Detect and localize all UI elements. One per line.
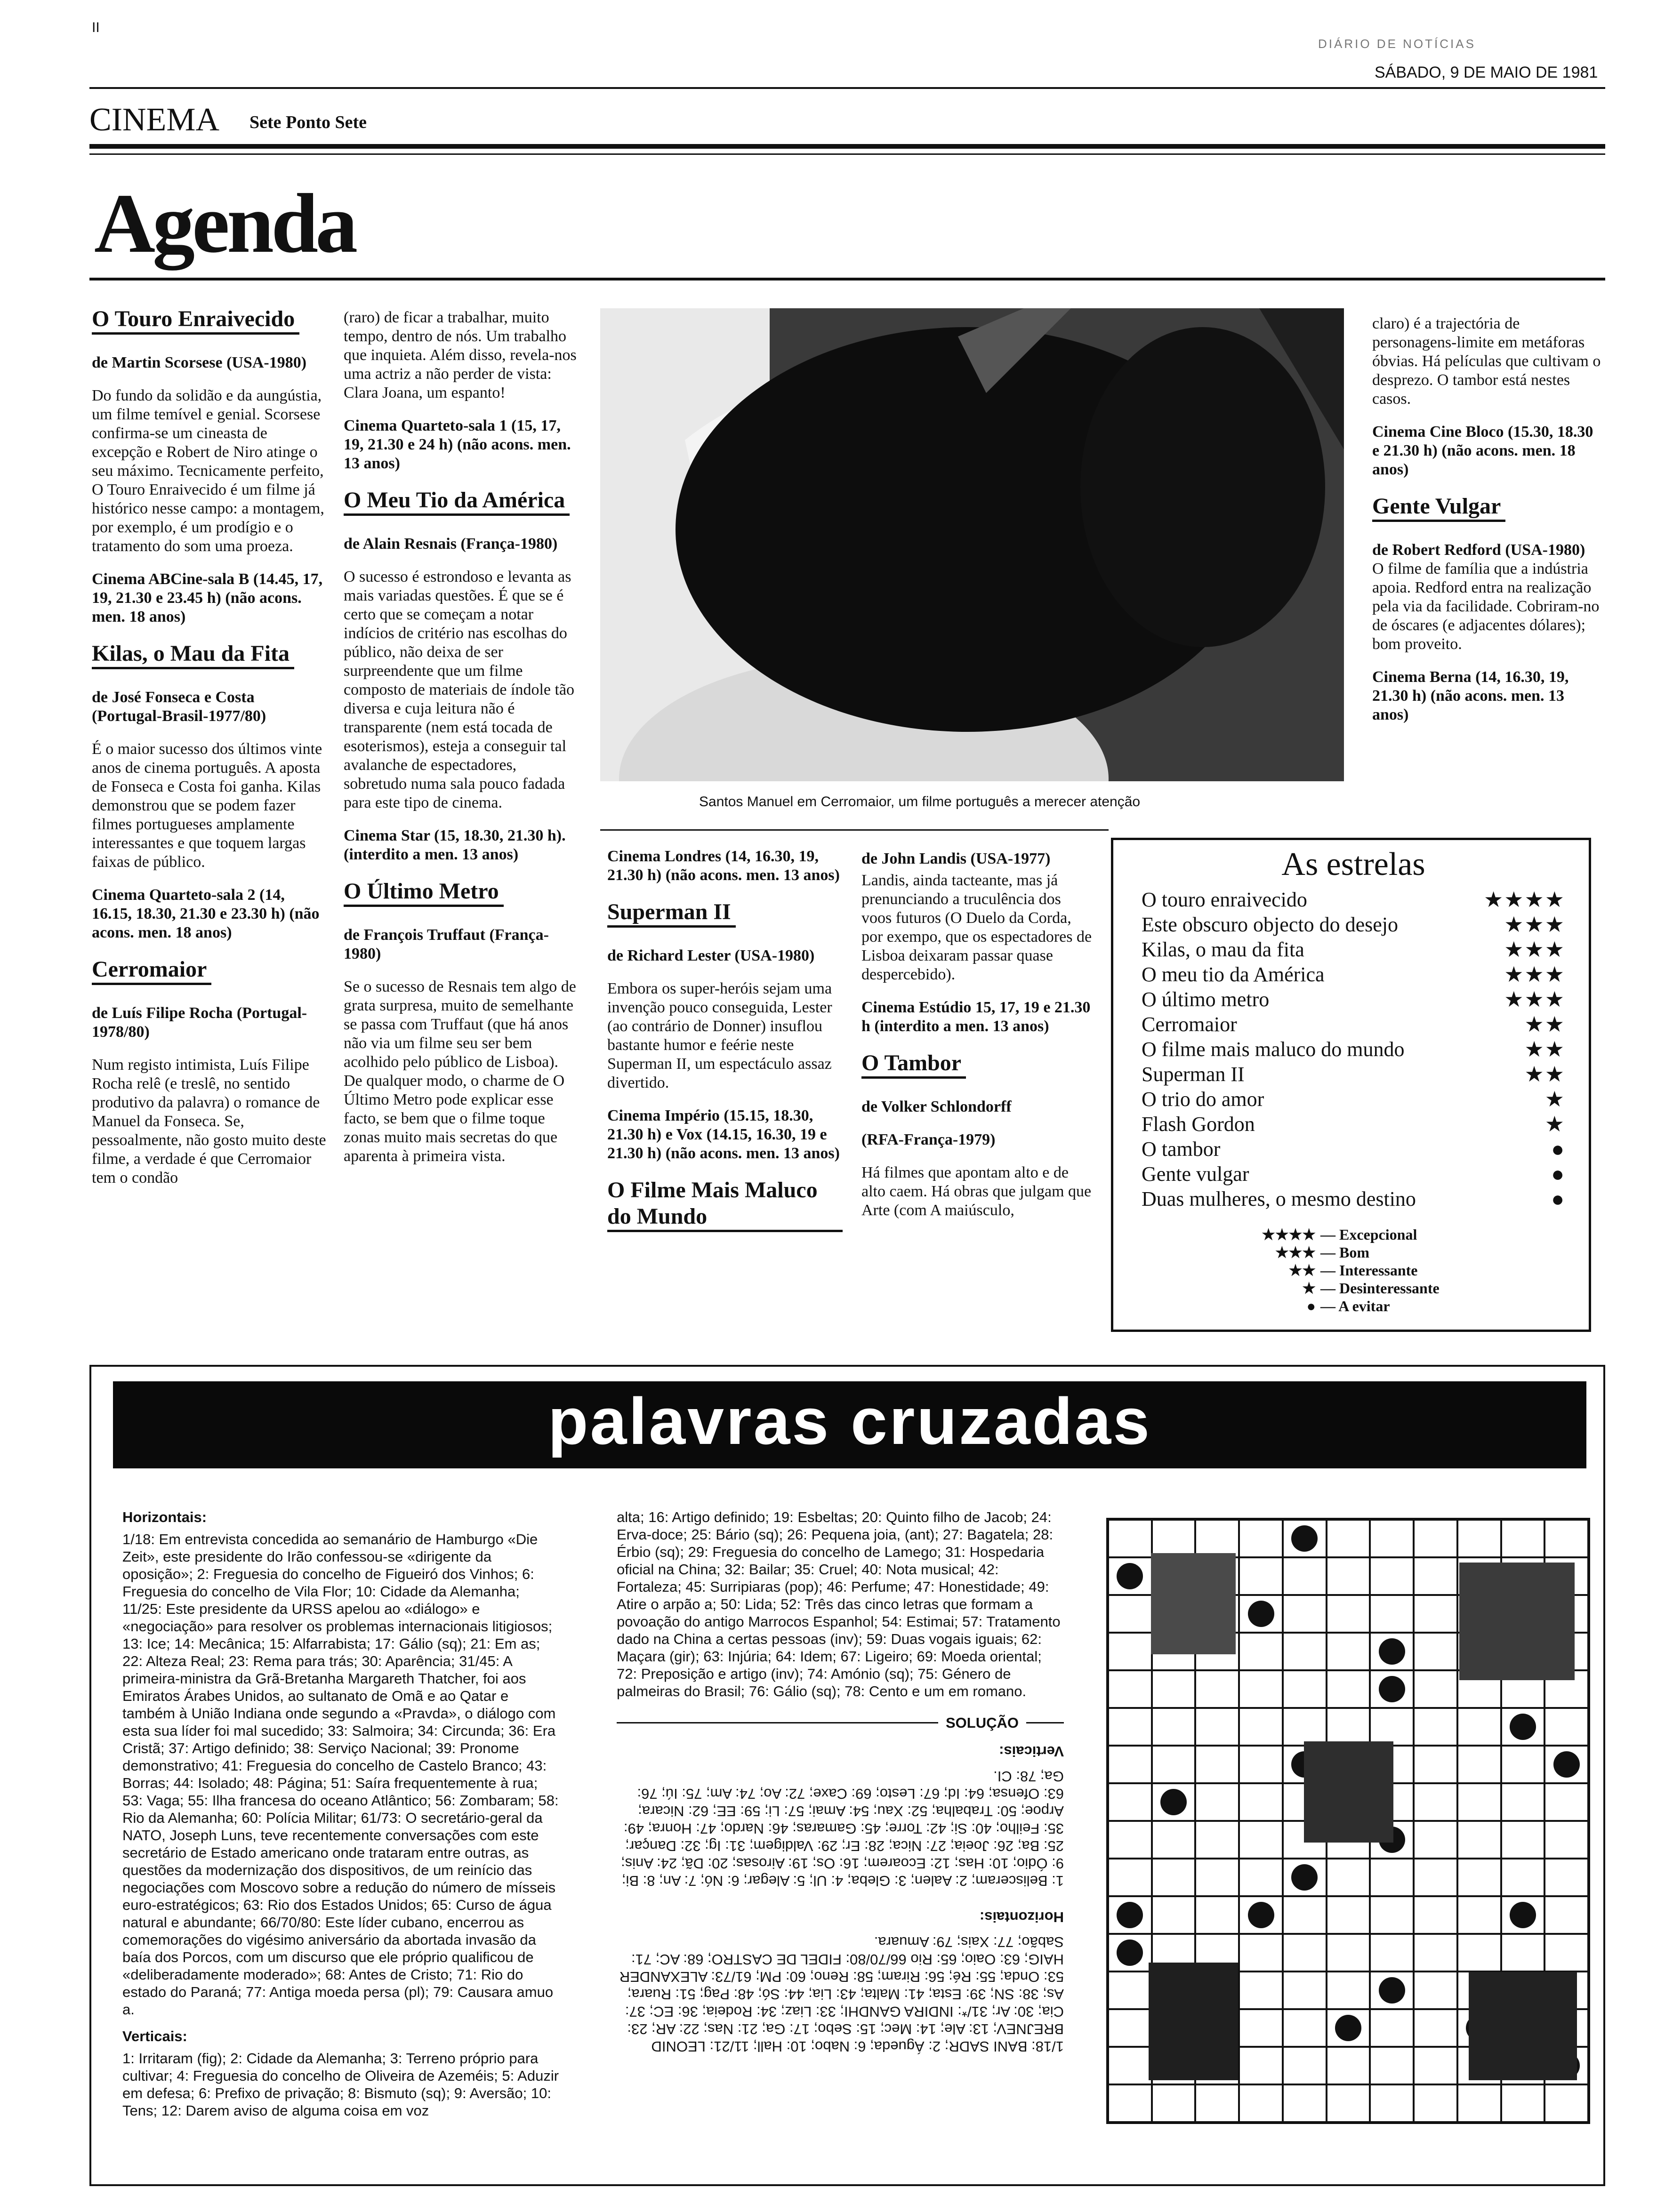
crossword-cell [1195,1896,1239,1934]
heading-ultimo-metro: O Último Metro [344,878,504,907]
crossword-cell [1239,2084,1283,2122]
crossword-black-dot [1335,2015,1361,2041]
estrelas-film: Cerromaior [1142,1013,1237,1036]
estrelas-film: O touro enraivecido [1142,888,1307,911]
estrelas-rating: ★★★ [1504,913,1565,937]
crossword-cell [1327,1972,1370,2009]
agenda-column-1 [92,306,327,1202]
clues-column-2 [617,1508,1064,2055]
estrelas-rating: ● [1551,1137,1565,1161]
crossword-black-dot [1248,1902,1274,1928]
estrelas-legend [1250,1226,1565,1315]
crossword-cell [1544,2084,1588,2122]
venue-imperio-vox: Cinema Império (15.15, 18.30, 21.30 h) e Vox (14.15, 16.30, 19 e 21.30 h) (não acons. men. 13 anos) [607,1107,840,1162]
heading-tambor: O Tambor [861,1050,966,1079]
crossword-cell [1108,2084,1152,2122]
heading-kilas: Kilas, o Mau da Fita [92,641,294,669]
credit-landis: de John Landis (USA-1977) [861,850,1051,867]
crossword-cell [1370,1708,1414,1746]
crossword-cell [1108,1670,1152,1708]
crossword-cell [1544,1896,1588,1934]
venue-star: Cinema Star (15, 18.30, 21.30 h). (interdito a men. 13 anos) [344,827,566,863]
review-filme-mais-maluco: Landis, ainda tacteante, mas já prenunciando a truculência dos voos futuros (O Duelo da Corda, por exempo, que os espectadores de Lisboa deixaram passar quase despercebido). [861,872,1092,983]
solucao-horizontais-label: Horizontais: [979,1909,1064,1925]
crossword-cell [1239,1595,1283,1633]
crossword-cell [1239,2047,1283,2084]
crossword-cell [1108,1859,1152,1896]
crossword-cell [1327,1633,1370,1670]
credit-fonseca: de José Fonseca e Costa (Portugal-Brasil-1977/80) [92,689,266,725]
header-rule-top [89,87,1605,89]
supplement-name: Sete Ponto Sete [249,112,367,132]
crossword-cell [1239,1972,1283,2009]
crossword-cell [1195,1520,1239,1557]
crossword-cell [1544,1934,1588,1972]
legend-symbol: ★★★★ [1262,1226,1316,1243]
photo-caption: Santos Manuel em Cerromaior, um filme português a merecer atenção [699,794,1141,809]
review-superman: Embora os super-heróis sejam uma invenção pouco conseguida, Lester (ao contrário de Donner) insuflou bastante humor e feérie neste Superman II, um espectáculo assaz divertido. [607,980,832,1091]
grid-photo-1 [1151,1553,1236,1654]
crossword-cell [1283,2084,1327,2122]
estrelas-film: Flash Gordon [1142,1113,1255,1136]
header-rule-thick [89,144,1605,149]
estrelas-row [1142,1186,1565,1211]
venue-cine-bloco: Cinema Cine Bloco (15.30, 18.30 e 21.30 h) (não acons. men. 18 anos) [1372,423,1593,478]
crossword-cell [1108,1821,1152,1859]
crossword-cell [1283,1595,1327,1633]
crossword-cell [1414,1670,1457,1708]
crossword-black-dot [1291,1864,1318,1891]
venue-abcine: Cinema ABCine-sala B (14.45, 17, 19, 21.30 e 23.45 h) (não acons. men. 18 anos) [92,570,323,625]
estrelas-film: Superman II [1142,1063,1245,1086]
estrelas-film: O trio do amor [1142,1088,1264,1111]
crossword-cell [1457,1896,1501,1934]
credit-lester: de Richard Lester (USA-1980) [607,947,815,964]
section-title: CINEMA [89,102,220,138]
crossword-cell [1370,1595,1414,1633]
crossword-cell [1414,1708,1457,1746]
masthead-faint: DIÁRIO DE NOTÍCIAS [1318,37,1476,51]
legend-row [1250,1297,1565,1315]
crossword-cell [1544,1783,1588,1821]
crossword-cell [1239,1633,1283,1670]
crossword-cell [1195,1708,1239,1746]
legend-symbol: ★★★ [1275,1244,1316,1261]
crossword-cell [1152,1783,1196,1821]
crossword-cell [1414,1746,1457,1783]
estrelas-list [1142,887,1565,1211]
estrelas-row [1142,962,1565,987]
crossword-cell [1414,1821,1457,1859]
crossword-black-dot [1510,1902,1536,1928]
crossword-cell [1108,1520,1152,1557]
solucao-verticais: 1: Belisceram; 2: Aalen; 3: Gleba; 4: Ul; 5: Alegar; 6: Nó; 7: An; 8: Bi; 9: Ódio; 10: Has; 12: Ecoarem; 16: Os; 19: Airosas; 20: Dã; 24: Anis; 25: Ba; 26: Joeia; 27: Nica; 28: Er; 29: Valdigem; 31: Ig; 32: Dançar; 35: Feilho; 40: Si; 42: Torre; 45: Gamaras; 46: Nardo; 47: Honra; 49: Arpoe; 50: Trabalha; 52: Xau; 54: Amai; 57: Li; 59: EE; 62: Nicara; 63: Ofensa; 64: Id; 67: Lesto; 69: Caxe; 72: Ao; 74: Am; 75: Iú; 76: Ga; 78: CI. [621,1768,1064,1889]
crossword-cell [1108,1972,1152,2009]
crossword-cell [1195,1821,1239,1859]
crossword-cell [1414,1859,1457,1896]
crossword-cell [1501,1746,1545,1783]
crossword-black-dot [1379,1638,1405,1665]
crossword-cell [1239,1708,1283,1746]
venue-quarteto-1: Cinema Quarteto-sala 1 (15, 17, 19, 21.30 e 24 h) (não acons. men. 13 anos) [344,417,571,472]
crossword-cell [1544,1859,1588,1896]
estrelas-film: Gente vulgar [1142,1162,1249,1186]
crossword-cell [1108,1896,1152,1934]
heading-touro-enraivecido: O Touro Enraivecido [92,306,299,335]
crossword-cell [1414,1557,1457,1595]
agenda-rule [89,278,1605,281]
crossword-cell [1195,2084,1239,2122]
venue-quarteto-2: Cinema Quarteto-sala 2 (14, 16.15, 18.30, 21.30 e 23.30 h) (não acons. men. 18 anos) [92,886,320,941]
crossword-cell [1152,1859,1196,1896]
estrelas-row [1142,1162,1565,1186]
venue-berna: Cinema Berna (14, 16.30, 19, 21.30 h) (não acons. men. 13 anos) [1372,668,1569,723]
crossword-black-dot [1379,1676,1405,1702]
review-tambor: Há filmes que apontam alto e de alto caem. Há obras que julgam que Arte (com A maiúsculo, [861,1164,1092,1219]
estrelas-row [1142,1012,1565,1037]
crossword-cell [1457,1520,1501,1557]
photo-caption-rule [600,829,1109,831]
review-kilas: É o maior sucesso dos últimos vinte anos de cinema português. A aposta de Fonseca e Costa foi ganha. Kilas demonstrou que se podem fazer filmes portugueses amplamente interessantes e que toquem largas faixas de público. [92,740,322,871]
crossword-cell [1108,1934,1152,1972]
crossword-cell [1239,1746,1283,1783]
estrelas-row [1142,912,1565,937]
crossword-cell [1370,1557,1414,1595]
estrelas-film: O último metro [1142,988,1270,1011]
crossword-cell [1195,1746,1239,1783]
credit-redford: de Robert Redford (USA-1980) [1372,541,1585,559]
photo-cerromaior [600,308,1344,781]
review-cerromaior: Num registo intimista, Luís Filipe Rocha relê (e treslê, no sentido produtivo da palavra) o romance de Manuel da Fonseca. Se, pessoalmente, não gosto muito deste filme, a verdade é que Cerromaior tem o condão [92,1056,326,1186]
crossword-cell [1108,1557,1152,1595]
venue-estudio: Cinema Estúdio 15, 17, 19 e 21.30 h (interdito a men. 13 anos) [861,999,1091,1035]
header-rule-thin [89,153,1605,155]
crossword-cell [1457,1708,1501,1746]
crossword-cell [1327,1708,1370,1746]
crossword-cell [1370,1972,1414,2009]
crossword-cell [1370,1859,1414,1896]
crossword-cell [1501,2084,1545,2122]
crossword-cell [1457,1821,1501,1859]
crossword-cell [1370,1520,1414,1557]
crossword-cell [1239,2009,1283,2047]
crossword-cell [1152,1708,1196,1746]
crossword-cell [1327,2009,1370,2047]
legend-label: — Excepcional [1320,1226,1417,1243]
crossword-cell [1501,1859,1545,1896]
crossword-cell [1108,1746,1152,1783]
crossword-cell [1501,1896,1545,1934]
crossword-cell [1501,1934,1545,1972]
credit-resnais: de Alain Resnais (França-1980) [344,535,558,553]
verticais-clues: 1: Irritaram (fig); 2: Cidade da Alemanha; 3: Terreno próprio para cultivar; 4: Freguesia do concelho de Oliveira de Azeméis; 5: Aduzir em defesa; 6: Prefixo de privação; 8: Bismuto (sq); 9: Aversão; 10: Tens; 12: Darem aviso de alguma coisa em voz [122,2050,559,2119]
legend-row [1250,1226,1565,1243]
crossword-cell [1457,1859,1501,1896]
crossword-cell [1414,2084,1457,2122]
crossword-cell [1501,1708,1545,1746]
review-ultimo-metro: Se o sucesso de Resnais tem algo de grata surpresa, muito de semelhante se passa com Truffaut (que há anos não via um filme seu ser bem acolhido pelo público de Lisboa). De qualquer modo, o charme de O Último Metro pode explicar esse facto, se bem que o filme toque zonas muito mais secretas do que aparenta à primeira vista. [344,978,576,1165]
legend-symbol: ★★ [1288,1262,1316,1279]
crossword-cell [1283,1520,1327,1557]
crossword-cell [1239,1934,1283,1972]
estrelas-row [1142,1137,1565,1162]
crossword-cell [1414,1595,1457,1633]
crossword-cell [1239,1896,1283,1934]
crossword-black-dot [1117,1563,1143,1589]
legend-label: — A evitar [1320,1298,1390,1314]
solucao-heading [617,1714,1064,1731]
crossword-cell [1501,1783,1545,1821]
agenda-column-2 [344,308,579,1180]
crossword-cell [1370,1934,1414,1972]
crossword-black-dot [1553,1751,1580,1778]
review-cerromaior-cont: (raro) de ficar a trabalhar, muito tempo, dentro de nós. Um trabalho que inquieta. Além disso, revela-nos uma actriz a não perder de vista: Clara Joana, um espanto! [344,309,577,401]
venue-londres: Cinema Londres (14, 16.30, 19, 21.30 h) (não acons. men. 13 anos) [607,848,840,884]
legend-symbol: ● [1306,1298,1316,1314]
crossword-cell [1283,1708,1327,1746]
crossword-cell [1108,1783,1152,1821]
crossword-cell [1501,1520,1545,1557]
credit-schlondorff: de Volker Schlondorff [861,1098,1012,1115]
page-date: SÁBADO, 9 DE MAIO DE 1981 [1375,64,1598,81]
crossword-cell [1414,2047,1457,2084]
estrelas-rating: ★★★ [1504,962,1565,986]
legend-label: — Bom [1320,1244,1369,1261]
solucao-upside-down [617,1743,1064,2055]
crossword-cell [1152,2084,1196,2122]
crossword-cell [1108,1708,1152,1746]
crossword-cell [1152,1746,1196,1783]
heading-cerromaior: Cerromaior [92,956,211,985]
estrelas-row [1142,887,1565,912]
crossword-black-dot [1379,1977,1405,2004]
heading-filme-mais-maluco: O Filme Mais Maluco do Mundo [607,1177,843,1232]
crossword-cell [1239,1520,1283,1557]
estrelas-row [1142,937,1565,962]
heading-superman: Superman II [607,899,736,928]
crossword-cell [1283,2009,1327,2047]
crossword-cell [1544,1708,1588,1746]
crossword-cell [1544,1520,1588,1557]
crossword-cell [1195,1859,1239,1896]
crossword-cell [1283,2047,1327,2084]
crossword-cell [1370,2047,1414,2084]
crossword-title: palavras cruzadas [547,1384,1152,1458]
crossword-cell [1283,1557,1327,1595]
estrelas-film: Este obscuro objecto do desejo [1142,913,1398,936]
agenda-column-5 [1372,314,1603,738]
crossword-black-dot [1291,1525,1318,1552]
crossword-cell [1414,1783,1457,1821]
estrelas-rating: ★★ [1524,1037,1565,1061]
estrelas-rating: ● [1551,1162,1565,1186]
crossword-cell [1239,1821,1283,1859]
legend-label: — Interessante [1320,1262,1418,1279]
estrelas-rating: ★ [1544,1087,1565,1111]
crossword-cell [1152,1670,1196,1708]
agenda-column-3 [607,847,843,1232]
crossword-cell [1327,1934,1370,1972]
agenda-title: Agenda [94,176,355,270]
crossword-cell [1370,1633,1414,1670]
estrelas-rating: ★★ [1524,1062,1565,1086]
crossword-black-dot [1510,1714,1536,1740]
crossword-cell [1108,1595,1152,1633]
crossword-cell [1239,1557,1283,1595]
crossword-cell [1327,2084,1370,2122]
review-meu-tio: O sucesso é estrondoso e levanta as mais variadas questões. É que se é certo que se começam a notar indícios de critério nas escolhas do público, não deixa de ser surpreendente que um filme composto de materiais de índole tão diversa e cuja leitura não é transparente (nem está tocada de esoterismos), esteja a conseguir tal avalanche de espectadores, sobretudo numa sala pouco fadada para este tipo de cinema. [344,568,575,811]
crossword-cell [1370,2084,1414,2122]
crossword-cell [1457,2084,1501,2122]
crossword-cell [1457,1746,1501,1783]
crossword-cell [1370,1670,1414,1708]
crossword-cell [1283,1896,1327,1934]
crossword-cell [1544,1746,1588,1783]
crossword-cell [1195,1783,1239,1821]
grid-photo-3 [1304,1741,1393,1843]
crossword-cell [1414,1934,1457,1972]
review-tambor-cont: claro) é a trajectória de personagens-limite em metáforas óbvias. Há películas que cultivam o desprezo. O tambor está nestes casos. [1372,315,1601,408]
legend-row [1250,1279,1565,1297]
crossword-cell [1414,1972,1457,2009]
crossword-cell [1501,1821,1545,1859]
crossword-cell [1108,2047,1152,2084]
credit-truffaut: de François Truffaut (França-1980) [344,926,549,962]
legend-row [1250,1243,1565,1261]
crossword-cell [1239,1670,1283,1708]
crossword-cell [1370,1896,1414,1934]
grid-photo-4 [1149,1963,1238,2080]
estrelas-rating: ★★★ [1504,938,1565,962]
review-touro: Do fundo da solidão e da aungústia, um filme temível e genial. Scorsese confirma-se um cineasta de excepção e Robert de Niro atinge o seu máximo. Tecnicamente perfeito, O Touro Enraivecido é um filme já histórico nesse campo: a montagem, por exemplo, é um prodígio e o tratamento do som uma proeza. [92,387,324,555]
crossword-black-dot [1117,1940,1143,1966]
horizontais-clues-cont: alta; 16: Artigo definido; 19: Esbeltas; 20: Quinto filho de Jacob; 24: Erva-doce; 25: Bário (sq); 26: Pequena joia, (ant); 27: Bagatela; 28: Érbio (sq); 29: Freguesia do concelho de Lamego; 31: Hospedaria oficial na China; 32: Bailar; 35: Cruel; 40: Nota musical; 42: Fortaleza; 45: Surripiaras (pop); 46: Perfume; 47: Honestidade; 49: Atire o arpão a; 50: Lida; 52: Três das cinco letras que formam a povoação do antigo Marrocos Espanhol; 54: Estimai; 57: Tratamento dado na China a certas pessoas (inv); 59: Duas vogais iguais; 62: Maçara (gir); 63: Injúria; 64: Idem; 67: Ligeiro; 69: Moeda oriental; 72: Preposição e artigo (inv); 74: Amónio (sq); 75: Género de palmeiras do Brasil; 76: Gálio (sq); 78: Cento e um em romano. [617,1509,1061,1699]
page-number: II [92,20,100,35]
crossword-cell [1327,1859,1370,1896]
credit-tambor-country: (RFA-França-1979) [861,1131,996,1148]
crossword-cell [1283,1670,1327,1708]
crossword-black-dot [1248,1601,1274,1627]
crossword-cell [1108,2009,1152,2047]
estrelas-film: O tambor [1142,1138,1221,1161]
crossword-cell [1327,1520,1370,1557]
estrelas-film: O meu tio da América [1142,963,1325,986]
agenda-column-4 [861,850,1092,1234]
estrelas-film: Kilas, o mau da fita [1142,938,1304,961]
crossword-cell [1457,1783,1501,1821]
estrelas-film: O filme mais maluco do mundo [1142,1038,1405,1061]
credit-rocha: de Luís Filipe Rocha (Portugal-1978/80) [92,1004,307,1041]
crossword-cell [1327,1670,1370,1708]
estrelas-row [1142,1112,1565,1137]
grid-photo-5 [1469,1972,1577,2080]
crossword-cell [1414,2009,1457,2047]
crossword-cell [1152,1520,1196,1557]
crossword-cell [1370,2009,1414,2047]
crossword-cell [1457,1934,1501,1972]
estrelas-rating: ★★ [1524,1012,1565,1036]
crossword-cell [1327,2047,1370,2084]
estrelas-rating: ★ [1544,1112,1565,1136]
credit-scorsese: de Martin Scorsese (USA-1980) [92,354,307,371]
crossword-cell [1195,1670,1239,1708]
estrelas-rating: ★★★ [1504,987,1565,1011]
solucao-horizontais: 1/18: BANI SADR; 2: Águeda; 6: Nabo; 10: Hall; 11/21: LEONID BREJNEV; 13: Ale; 14: Mec; 15: Sebo; 17: Ga; 21: Nas; 22: AR; 23: Cia; 30: Ar; 31/*: INDIRA GANDHI; 33: Liaz; 34: Rodeia; 36: EC; 37: As; 38: SN; 39: Esta; 41: Malta; 43: Lia; 44: Só; 48: Pag; 51: Ruara; 53: Onda; 55: Ré; 56: Riram; 58: Reno; 60: PM; 61/73: ALEXANDER HAIG; 63: Oaio; 65: Rio 66/70/80: FIDEL DE CASTRO; 68: AC; 71: Sabão; 77: Xais; 79: Amuara. [619,1934,1064,2055]
estrelas-row [1142,987,1565,1012]
crossword-cell [1414,1520,1457,1557]
crossword-cell [1283,1633,1327,1670]
crossword-cell [1108,1633,1152,1670]
estrelas-row [1142,1087,1565,1112]
crossword-cell [1327,1595,1370,1633]
review-gente-vulgar: O filme de família que a indústria apoia. Redford entra na realização pela via da facilidade. Cobriram-no de óscares (e adjacentes dólares); bom proveito. [1372,560,1600,653]
crossword-black-dot [1117,1902,1143,1928]
crossword-cell [1283,1859,1327,1896]
crossword-cell [1239,1859,1283,1896]
crossword-cell [1414,1896,1457,1934]
photo-illustration [600,308,1344,781]
legend-symbol: ★ [1302,1280,1316,1297]
legend-row [1250,1261,1565,1279]
crossword-cell [1544,1821,1588,1859]
verticais-label: Verticais: [122,2028,187,2044]
estrelas-rating: ★★★★ [1484,888,1565,912]
crossword-cell [1283,1934,1327,1972]
heading-meu-tio: O Meu Tio da América [344,487,570,516]
heading-gente-vulgar: Gente Vulgar [1372,493,1505,522]
solucao-verticais-label: Verticais: [999,1743,1064,1760]
crossword-cell [1283,1972,1327,2009]
legend-label: — Desinteressante [1320,1280,1440,1297]
estrelas-rating: ● [1551,1187,1565,1211]
crossword-title-banner [113,1381,1586,1468]
crossword-cell [1152,1896,1196,1934]
crossword-cell [1414,1633,1457,1670]
horizontais-label: Horizontais: [122,1509,207,1525]
estrelas-row [1142,1062,1565,1087]
grid-photo-2 [1459,1563,1575,1680]
estrelas-box [1111,838,1591,1332]
estrelas-row [1142,1037,1565,1062]
estrelas-title: As estrelas [1281,846,1425,882]
crossword-cell [1239,1783,1283,1821]
horizontais-clues: 1/18: Em entrevista concedida ao semanário de Hamburgo «Die Zeit», este presidente do Irão confessou-se «dirigente da oposição»; 2: Freguesia do concelho de Figueiró dos Vinhos; 6: Freguesia do concelho de Vila Flor; 10: Cidade da Alemanha; 11/25: Este presidente da URSS apelou ao «diálogo» e «negociação» para resolver os problemas internacionais litigiosos; 13: Ice; 14: Mecânica; 15: Alfarrabista; 17: Gálio (sq); 21: Em as; 22: Alteza Real; 23: Rema para trás; 30: Aparência; 31/45: A primeira-ministra da Grã-Bretanha Margareth Thatcher, foi aos Emiratos Árabes Unidos, ao sultanato de Omã e ao Qatar e também à União Indiana onde segundo a «Pravda», o diálogo com esta sua líder foi mal sucedido; 33: Salmoira; 34: Circunda; 36: Era Cristã; 37: Artigo definido; 38: Serviço Nacional; 39: Pronome demonstrativo; 41: Freguesia do concelho de Castelo Branco; 43: Borras; 44: Isolado; 48: Página; 51: Saíra frequentemente à rua; 53: Vaga; 55: Ilha francesa do oceano Atlântico; 56: Zombaram; 58: Rio da Alemanha; 60: Polícia Militar; 61/73: O secretário-geral da NATO, Joseph Luns, teve recentemente conversações com este secretário de Estado americano onde trataram entre outras, as questões da modernização dos dispositivos, de um reinício das negociações com Moscovo sobre a redução do número de mísseis euro-estratégicos; 63: Rio dos Estados Unidos; 65: Curso de água natural e abundante; 66/70/80: Este líder cubano, encerrou as comemorações do vigésimo aniversário da abortada invasão da baía dos Porcos, com um discurso que ele próprio qualificou de «deliberadamente moderado»; 68: Antes de Cristo; 71: Rio do estado do Paraná; 77: Antiga moeda persa (pl); 79: Causara amuo a. [122,1531,559,2018]
clues-column-1 [122,1508,560,2119]
crossword-cell [1327,1557,1370,1595]
crossword-black-dot [1160,1789,1187,1815]
solucao-label: SOLUÇÃO [946,1715,1019,1731]
estrelas-film: Duas mulheres, o mesmo destino [1142,1187,1416,1210]
crossword-cell [1327,1896,1370,1934]
crossword-cell [1152,1821,1196,1859]
